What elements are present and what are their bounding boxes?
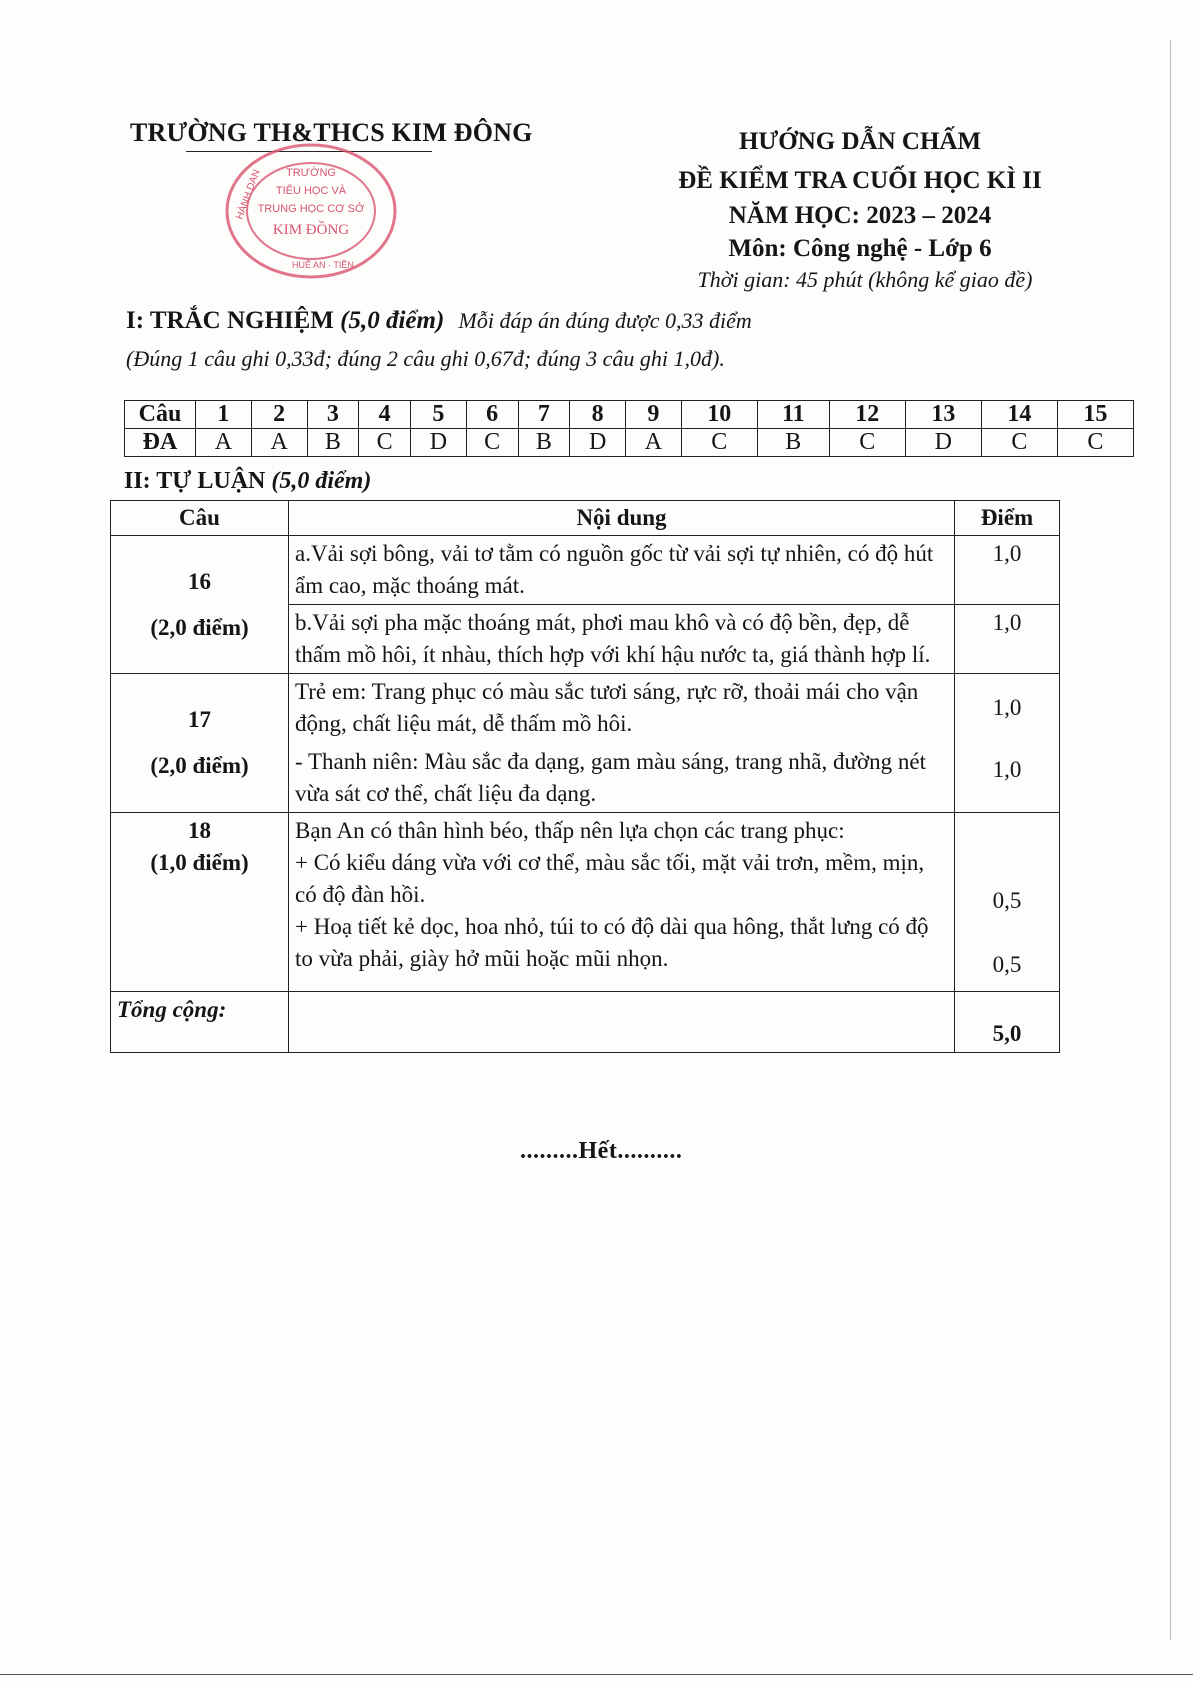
answer-cell: C <box>681 429 757 457</box>
svg-text:TIỂU HỌC VÀ: TIỂU HỌC VÀ <box>275 185 347 197</box>
content-cell: b.Vải sợi pha mặc thoáng mát, phơi mau khô và có độ bền, đẹp, dễ thấm mồ hôi, ít nhàu, thích hợp với khí hậu nước ta, giá thành hợp lí. <box>289 605 955 674</box>
answer-cell: D <box>905 429 981 457</box>
total-row <box>111 992 1060 1053</box>
svg-text:TRƯỜNG: TRƯỜNG <box>286 167 336 179</box>
score-cell: 1,0 <box>955 536 1060 605</box>
score-cell <box>955 674 1060 813</box>
question-number: 15 <box>1057 401 1133 429</box>
question-cell <box>111 674 289 813</box>
answer-cell: A <box>626 429 682 457</box>
question-number: 1 <box>196 401 252 429</box>
content-cell <box>289 674 955 813</box>
answer-cell: C <box>466 429 518 457</box>
content-cell <box>289 813 955 992</box>
school-name: TRƯỜNG TH&THCS KIM ĐÔNG <box>130 118 533 147</box>
question-number: 17 <box>188 707 211 732</box>
question-number: 18 <box>188 818 211 843</box>
question-cell <box>111 536 289 674</box>
question-number: 12 <box>829 401 905 429</box>
scan-edge <box>1170 40 1171 1640</box>
section-1-note: Mỗi đáp án đúng được 0,33 điểm <box>458 308 752 333</box>
scan-bottom-edge <box>0 1674 1193 1675</box>
content-line: + Hoạ tiết kẻ dọc, hoa nhỏ, túi to có độ dài qua hông, thắt lưng có độ to vừa phải, giày hở mũi hoặc mũi nhọn. <box>295 914 929 971</box>
question-cell <box>111 813 289 992</box>
answer-header: ĐA <box>125 429 196 457</box>
score-value: 1,0 <box>992 695 1022 720</box>
question-number: 14 <box>981 401 1057 429</box>
answer-cell: B <box>307 429 359 457</box>
total-label: Tổng cộng: <box>111 992 289 1053</box>
score-value: 0,5 <box>992 888 1022 913</box>
svg-text:KIM ĐỒNG: KIM ĐỒNG <box>272 222 350 238</box>
score-value: 0,5 <box>992 952 1022 977</box>
content-cell: a.Vải sợi bông, vải tơ tằm có nguồn gốc từ vải sợi tự nhiên, có độ hút ẩm cao, mặc thoáng mát. <box>289 536 955 605</box>
exam-name: ĐỀ KIỂM TRA CUỐI HỌC KÌ II <box>678 167 1042 194</box>
question-number: 4 <box>359 401 411 429</box>
total-content-empty <box>289 992 955 1053</box>
question-number: 5 <box>411 401 467 429</box>
svg-text:TRUNG HỌC CƠ SỞ: TRUNG HỌC CƠ SỞ <box>257 203 365 215</box>
section-2-title: II: TỰ LUẬN <box>124 468 266 494</box>
answer-key-answer-row <box>125 429 1134 457</box>
answer-cell: B <box>757 429 829 457</box>
answer-key-table <box>124 400 1134 457</box>
essay-header-row <box>111 501 1060 536</box>
question-number: 9 <box>626 401 682 429</box>
question-number: 13 <box>905 401 981 429</box>
essay-scoring-table <box>110 500 1060 1053</box>
score-cell <box>955 813 1060 992</box>
answer-cell: C <box>359 429 411 457</box>
col-header-score: Điểm <box>955 501 1060 536</box>
section-2-heading <box>124 468 371 495</box>
doc-title: HƯỚNG DẪN CHẤM <box>738 128 982 155</box>
score-value: 1,0 <box>992 757 1022 782</box>
col-header-content: Nội dung <box>289 501 955 536</box>
total-score: 5,0 <box>955 992 1060 1053</box>
question-number: 3 <box>307 401 359 429</box>
question-points: (1,0 điểm) <box>150 850 249 875</box>
content-line: Trẻ em: Trang phục có màu sắc tươi sáng, rực rỡ, thoải mái cho vận động, chất liệu mát, dễ thấm mồ hôi. <box>295 679 919 736</box>
question-number: 8 <box>570 401 626 429</box>
question-points: (2,0 điểm) <box>150 753 249 778</box>
answer-cell: C <box>981 429 1057 457</box>
time-limit: Thời gian: 45 phút (không kể giao đề) <box>697 267 1033 292</box>
question-number: 16 <box>188 568 211 594</box>
question-number: 10 <box>681 401 757 429</box>
answer-cell: B <box>518 429 570 457</box>
question-header: Câu <box>125 401 196 429</box>
svg-text:HUẾ AN · TIỀN: HUẾ AN · TIỀN <box>292 260 354 270</box>
content-line: Bạn An có thân hình béo, thấp nên lựa chọn các trang phục: <box>295 818 845 843</box>
answer-key-question-row <box>125 401 1134 429</box>
question-number: 11 <box>757 401 829 429</box>
subject: Môn: Công nghệ - Lớp 6 <box>728 235 992 262</box>
question-number: 7 <box>518 401 570 429</box>
answer-cell: A <box>251 429 307 457</box>
section-2-points: (5,0 điểm) <box>271 468 372 494</box>
answer-cell: D <box>411 429 467 457</box>
answer-cell: C <box>1057 429 1133 457</box>
essay-row <box>111 813 1060 992</box>
question-number: 6 <box>466 401 518 429</box>
school-year: NĂM HỌC: 2023 – 2024 <box>728 202 992 229</box>
content-line: - Thanh niên: Màu sắc đa dạng, gam màu sáng, trang nhã, đường nét vừa sát cơ thể, chất liệu đa dạng. <box>295 749 926 806</box>
answer-cell: A <box>196 429 252 457</box>
essay-row <box>111 536 1060 605</box>
end-marker: .........Hết.......... <box>520 1138 683 1164</box>
section-1-points: (5,0 điểm) <box>340 307 445 334</box>
section-1-title: I: TRẮC NGHIỆM <box>126 307 334 334</box>
answer-cell: C <box>829 429 905 457</box>
school-seal-stamp <box>222 140 400 282</box>
section-1-scoring: (Đúng 1 câu ghi 0,33đ; đúng 2 câu ghi 0,67đ; đúng 3 câu ghi 1,0đ). <box>126 346 725 371</box>
score-cell: 1,0 <box>955 605 1060 674</box>
essay-row <box>111 674 1060 813</box>
col-header-question: Câu <box>111 501 289 536</box>
section-1-heading <box>126 307 752 335</box>
answer-cell: D <box>570 429 626 457</box>
svg-text:HÀNH DAN: HÀNH DAN <box>234 168 263 222</box>
question-number: 2 <box>251 401 307 429</box>
question-points: (2,0 điểm) <box>150 614 249 640</box>
content-line: + Có kiểu dáng vừa với cơ thể, màu sắc tối, mặt vải trơn, mềm, mịn, có độ đàn hồi. <box>295 850 925 907</box>
